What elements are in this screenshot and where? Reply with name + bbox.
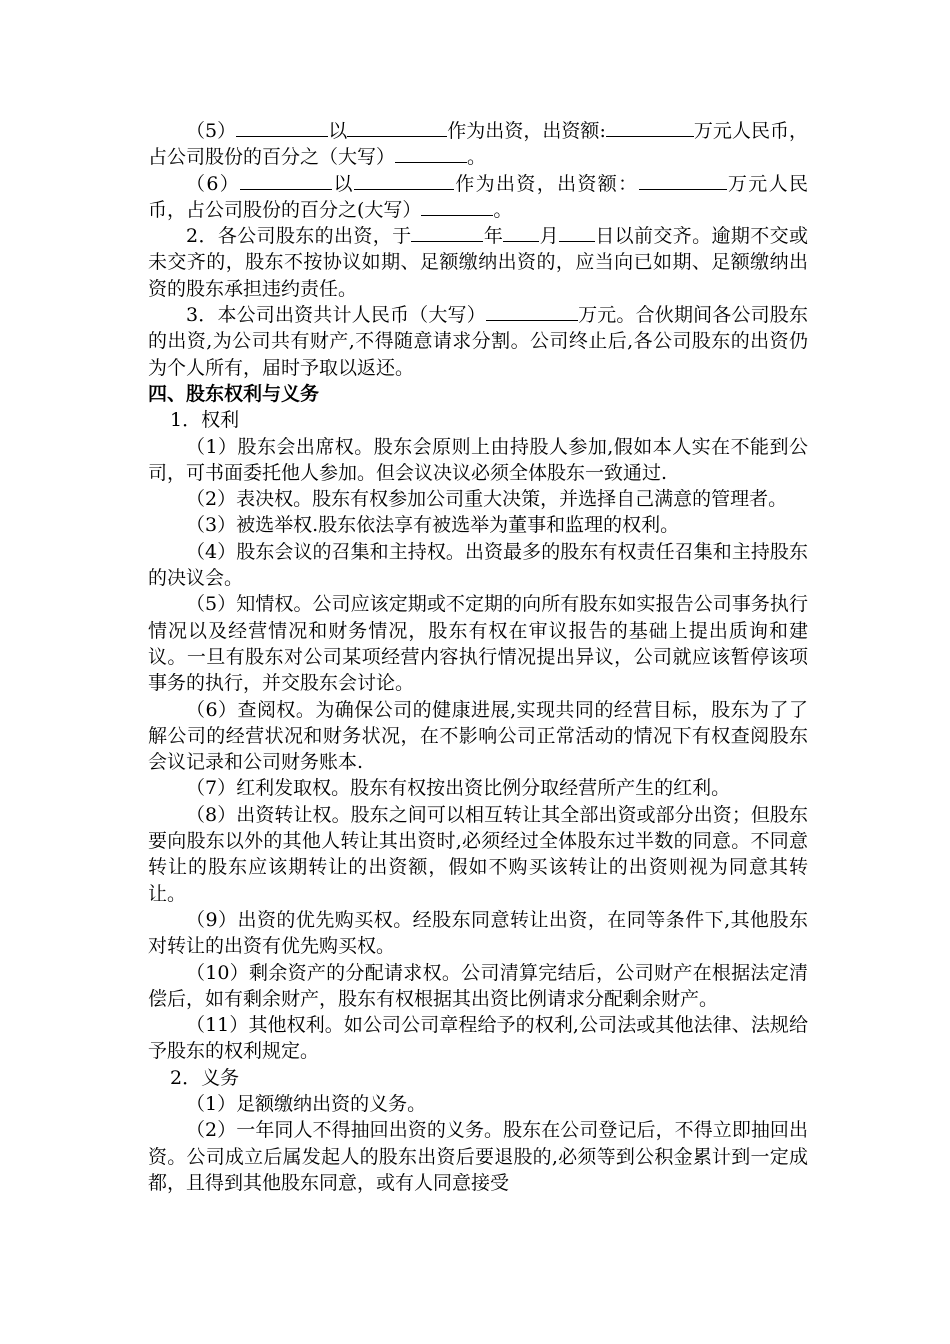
contribution-deadline: 2．各公司股东的出资，于 年 月 日以前交齐。逾期不交或未交齐的，股东不按协议如期、足额缴纳出资的，应当向已如期、足额缴纳出资的股东承担违约责任。 [148,225,808,300]
blank-field[interactable] [503,223,539,242]
right-item: （1）股东会出席权。股东会原则上由持股人参加,假如本人实在不能到公司，可书面委托他人参加。但会议决议必须全体股东一致通过. [148,435,808,484]
duty-item: （1）足额缴纳出资的义务。 [186,1092,427,1115]
duty-item: （2）一年同人不得抽回出资的义务。股东在公司登记后，不得立即抽回出资。公司成立后属发起人的股东出资后要退股的,必须等到公积金累计到一定成都，且得到其他股东同意，或有人同意接受 [148,1119,808,1194]
blank-field[interactable] [639,171,727,190]
right-item: （7）红利发取权。股东有权按出资比例分取经营所产生的红利。 [186,777,731,800]
rights-heading: 1．权利 [170,409,240,432]
right-item: （5）知情权。公司应该定期或不定期的向所有股东如实报告公司事务执行情况以及经营情况和财务情况，股东有权在审议报告的基础上提出质询和建议。一旦有股东对公司某项经营内容执行情况提出异议，公司就应该暂停该项事务的执行，并交股东会讨论。 [148,593,808,695]
blank-field[interactable] [347,118,447,137]
right-item: （10）剩余资产的分配请求权。公司清算完结后，公司财产在根据法定清偿后，如有剩余财产，股东有权根据其出资比例请求分配剩余财产。 [148,961,808,1010]
blank-field[interactable] [559,223,595,242]
right-item: （4）股东会议的召集和主持权。出资最多的股东有权责任召集和主持股东的决议会。 [148,540,808,590]
document-body [148,118,808,1196]
right-item: （8）出资转让权。股东之间可以相互转让其全部出资或部分出资；但股东要向股东以外的其他人转让其出资时,必须经过全体股东过半数的同意。不同意转让的股东应该期转让的出资额，假如不购买该转让的出资则视为同意其转让。 [148,803,808,905]
blank-field[interactable] [421,197,493,216]
right-item: （2）表决权。股东有权参加公司重大决策，并选择自己满意的管理者。 [186,488,788,511]
right-item: （6）查阅权。为确保公司的健康进展,实现共同的经营目标，股东为了了解公司的经营状况和财务状况，在不影响公司正常活动的情况下有权查阅股东会议记录和公司财务账本. [148,698,808,774]
duties-heading: 2．义务 [170,1066,240,1089]
total-contribution: 3．本公司出资共计人民币（大写） 万元。合伙期间各公司股东的出资,为公司共有财产,不得随意请求分割。公司终止后,各公司股东的出资仍为个人所有，届时予取以返还。 [148,304,808,379]
blank-field[interactable] [236,118,328,137]
blank-field[interactable] [395,144,467,163]
clause-5: （5） 以 作为出资，出资额: 万元人民币，占公司股份的百分之（大写） 。 [148,120,809,169]
right-item: （11）其他权利。如公司公司章程给予的权利,公司法或其他法律、法规给予股东的权利规定。 [148,1014,808,1063]
blank-field[interactable] [240,171,332,190]
right-item: （3）被选举权.股东依法享有被选举为董事和监理的权利。 [186,514,680,537]
blank-field[interactable] [486,302,578,321]
blank-field[interactable] [606,118,694,137]
blank-field[interactable] [354,171,454,190]
section-title: 四、股东权利与义务 [148,382,320,405]
right-item: （9）出资的优先购买权。经股东同意转让出资，在同等条件下,其他股东对转让的出资有优先购买权。 [148,908,808,958]
blank-field[interactable] [411,223,483,242]
clause-6: （6） 以 作为出资，出资额： 万元人民币，占公司股份的百分之(大写） 。 [148,172,808,221]
